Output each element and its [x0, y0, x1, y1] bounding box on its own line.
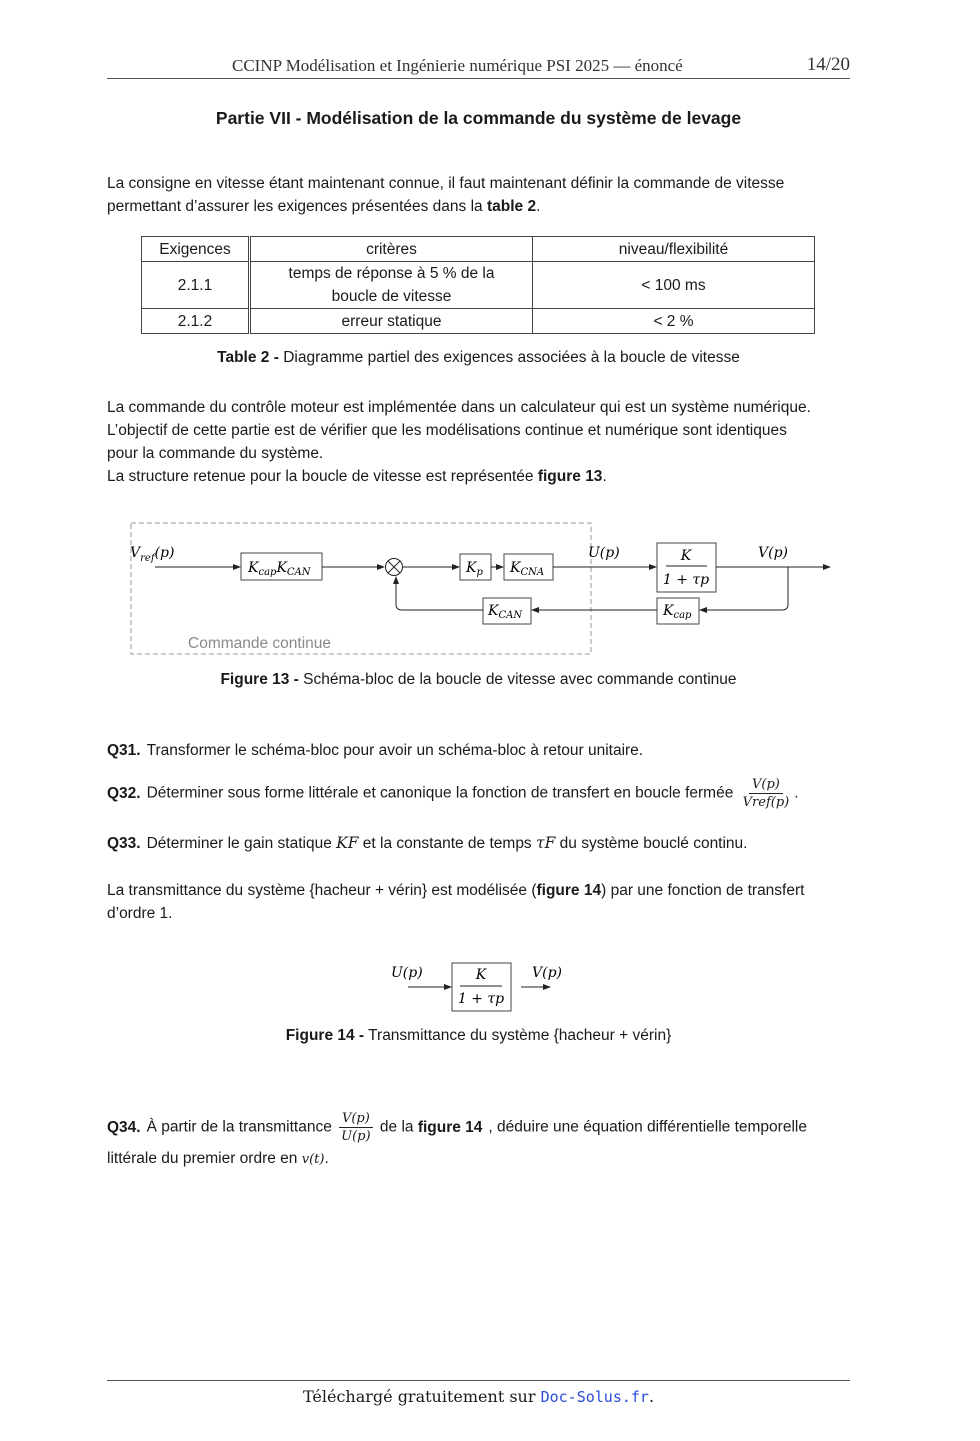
table-header-niveau: niveau/flexibilité [533, 237, 815, 262]
footer-text: Téléchargé gratuitement sur [302, 1387, 541, 1406]
table-cell-critere [250, 262, 533, 309]
input-label: U(p) [391, 965, 423, 981]
page-header [107, 54, 850, 79]
transfer-fraction [740, 777, 793, 810]
table-cell-niveau: < 100 ms [533, 262, 815, 309]
page-number: 14/20 [806, 54, 850, 75]
header-title: CCINP Modélisation et Ingénierie numérique PSI 2025 — énoncé [232, 56, 683, 75]
caption-text: Transmittance du système {hacheur + vérin} [364, 1027, 672, 1044]
question-31 [107, 742, 643, 760]
paragraph-line: pour la commande du système. [107, 445, 324, 462]
caption-label: Figure 13 - [220, 671, 299, 688]
table-cell-niveau: < 2 % [533, 309, 815, 334]
paragraph-2 [107, 396, 852, 488]
fraction-denominator: U(p) [341, 1129, 371, 1144]
paragraph-text: La transmittance du système {hacheur + vérin} est modélisée ( [107, 882, 537, 899]
paragraph-text: ) par une fonction de transfert [601, 882, 805, 899]
figure-ref: figure 14 [417, 1118, 483, 1136]
critere-line: temps de réponse à 5 % de la [288, 265, 495, 282]
paragraph-line: La commande du contrôle moteur est implémentée dans un calculateur qui est un système numérique. [107, 399, 811, 416]
question-text: littérale du premier ordre en [107, 1150, 302, 1167]
feedback-line [396, 577, 483, 610]
math-tau: τF [536, 834, 556, 852]
question-text: , déduire une équation différentielle temporelle [488, 1118, 807, 1136]
plant-numerator: K [680, 548, 692, 564]
question-text: du système bouclé continu. [555, 835, 748, 852]
block-kcap-feedback-label: $K_{cap}$ [663, 603, 692, 621]
table-cell-id: 2.1.1 [142, 262, 250, 309]
paragraph-line [107, 879, 852, 902]
figure-14-caption [107, 1027, 850, 1045]
question-text: Déterminer le gain statique [146, 835, 337, 852]
footer-end: . [648, 1387, 655, 1406]
table-cell-id: 2.1.2 [142, 309, 250, 334]
summing-junction [386, 559, 403, 576]
table-caption [107, 349, 850, 367]
section-title: Partie VII - Modélisation de la commande du système de levage [215, 108, 742, 128]
table-ref: table 2 [486, 198, 537, 215]
question-label: Q34. [107, 1118, 141, 1136]
plant-denominator: 1 + τp [457, 991, 505, 1007]
output-label: V(p) [758, 545, 788, 561]
block-kcna-label: $K_{CNA}$ [510, 560, 545, 578]
transmittance-fraction [338, 1111, 373, 1144]
figure-14-block-diagram [0, 955, 980, 1017]
input-label: $V_{ref}(p)$ [130, 545, 175, 564]
table-header-criteres: critères [250, 237, 533, 262]
caption-label: Table 2 - [217, 349, 279, 366]
question-33 [107, 834, 747, 853]
figure-13-block-diagram [0, 510, 980, 670]
question-text: Déterminer sous forme littérale et canonique la fonction de transfert en boucle fermée [146, 784, 734, 802]
math-kf: KF [336, 834, 359, 852]
fraction-numerator: V(p) [749, 777, 783, 794]
question-34-line-2 [107, 1150, 329, 1168]
table-cell-critere: erreur statique [250, 309, 533, 334]
question-text: et la constante de temps [358, 835, 536, 852]
question-label: Q33. [107, 835, 141, 852]
paragraph-end: . [602, 468, 607, 485]
plant-numerator: K [475, 967, 487, 983]
question-34 [107, 1111, 807, 1144]
question-text: de la [379, 1118, 418, 1136]
plant-denominator: 1 + τp [662, 572, 710, 588]
question-label: Q31. [107, 742, 141, 759]
figure-ref: figure 13 [537, 468, 603, 485]
math-v-t: v(t) [301, 1152, 325, 1167]
page-footer [107, 1387, 850, 1406]
question-label: Q32. [107, 784, 141, 802]
requirements-table [141, 236, 815, 334]
block-kcap-kcan-label: $K_{cap}K_{CAN}$ [248, 560, 311, 578]
figure-13-caption [107, 671, 850, 689]
question-text: À partir de la transmittance [146, 1118, 332, 1136]
paragraph-line: d’ordre 1. [107, 905, 173, 922]
table-row [142, 309, 815, 334]
paragraph-3 [107, 879, 852, 925]
fraction-numerator: V(p) [339, 1111, 373, 1128]
question-text: Transformer le schéma-bloc pour avoir un schéma-bloc à retour unitaire. [146, 742, 644, 759]
zone-label: Commande continue [188, 635, 332, 652]
caption-text: Diagramme partiel des exigences associées à la boucle de vitesse [278, 349, 740, 366]
doc-solus-link[interactable]: Doc-Solus.fr [540, 1388, 649, 1406]
table-row [142, 262, 815, 309]
paragraph-text: La structure retenue pour la boucle de vitesse est représentée [107, 468, 538, 485]
u-label: U(p) [588, 545, 620, 561]
figure-ref: figure 14 [536, 882, 602, 899]
intro-end: . [536, 198, 541, 215]
caption-text: Schéma-bloc de la boucle de vitesse avec commande continue [298, 671, 737, 688]
intro-text: La consigne en vitesse étant maintenant connue, il faut maintenant définir la commande de vitesse permettant d’assurer les exigences présentées dans la [107, 175, 785, 215]
paragraph-line [107, 465, 852, 488]
critere-line: boucle de vitesse [331, 288, 452, 305]
fraction-denominator: Vref(p) [742, 795, 790, 810]
output-label: V(p) [532, 965, 562, 981]
footer-divider [107, 1380, 850, 1381]
block-kcan-feedback-label: $K_{CAN}$ [488, 603, 523, 621]
caption-label: Figure 14 - [285, 1027, 365, 1044]
question-32: Q32. Déterminer sous forme littérale et canonique la fonction de transfert en boucle fermée $\frac{V(p)}{\text{Vref(p)}}$ . [107, 777, 799, 810]
intro-paragraph [107, 172, 852, 218]
table-header-exigences: Exigences [142, 237, 250, 262]
question-end: . [324, 1150, 329, 1167]
block-kp-label: $K_p$ [466, 560, 483, 578]
paragraph-line: L’objectif de cette partie est de vérifier que les modélisations continue et numérique sont identiques [107, 422, 787, 439]
